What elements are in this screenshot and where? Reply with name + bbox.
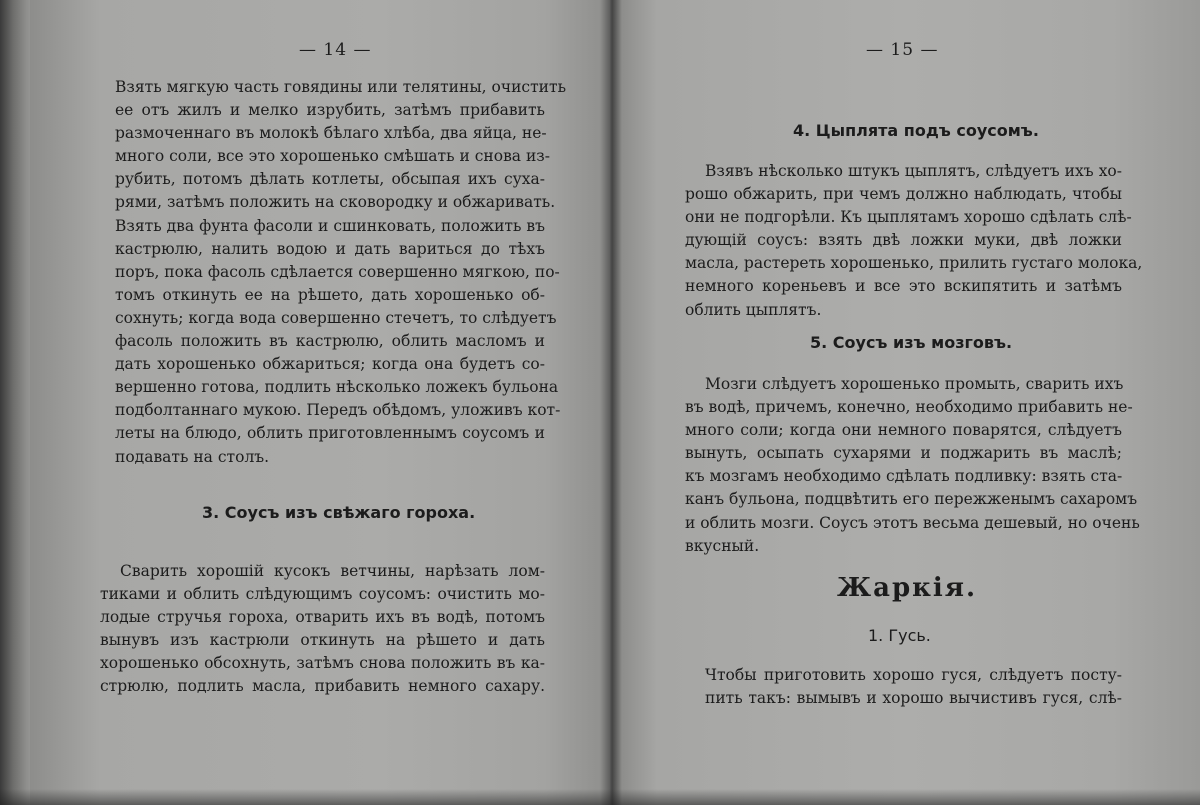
text-line: въ водѣ, причемъ, конечно, необходимо прибавить не-: [685, 398, 1133, 417]
text-line: лодые стручья гороха, отварить ихъ въ водѣ, потомъ: [100, 608, 545, 627]
text-line: поръ, пока фасоль сдѣлается совершенно мягкою, по-: [115, 262, 560, 281]
text-line: Взявъ нѣсколько штукъ цыплятъ, слѣдуетъ ихъ хо-: [705, 162, 1122, 180]
left-paragraph-1: [115, 76, 567, 469]
text-line: облить цыплятъ.: [685, 300, 822, 319]
left-page: [30, 0, 615, 805]
text-line: дующій соусъ: взять двѣ ложки муки, двѣ ложки: [685, 231, 1122, 250]
text-line: и облить мозги. Соусъ этотъ весьма дешевый, но очень: [685, 513, 1140, 532]
section-title-roasts: Жаркія.: [837, 573, 978, 603]
book-gutter: [600, 0, 622, 805]
text-line: Сварить хорошій кусокъ ветчины, нарѣзать лом-: [120, 562, 545, 580]
text-line: хорошенько обсохнуть, затѣмъ снова положить въ ка-: [100, 654, 545, 673]
text-line: Мозги слѣдуетъ хорошенько промыть, сварить ихъ: [705, 375, 1124, 393]
heading-sauce-peas: 3. Соусъ изъ свѣжаго гороха.: [202, 503, 476, 522]
right-page: [610, 0, 1200, 805]
text-line: леты на блюдо, облить приготовленнымъ соусомъ и: [115, 424, 545, 443]
text-line: рубить, потомъ дѣлать котлеты, обсыпая ихъ суха-: [115, 170, 545, 189]
text-line: къ мозгамъ необходимо сдѣлать подливку: взять ста-: [685, 467, 1123, 486]
text-line: вынувъ изъ кастрюли откинуть на рѣшето и дать: [100, 631, 545, 650]
text-line: подболтаннаго мукою. Передъ обѣдомъ, уложивъ кот-: [115, 401, 561, 420]
text-line: ее отъ жилъ и мелко изрубить, затѣмъ прибавить: [115, 101, 545, 120]
text-line: вкусный.: [685, 536, 760, 555]
text-line: томъ откинуть ее на рѣшето, дать хорошенько об-: [115, 285, 545, 304]
text-line: они не подгорѣли. Къ цыплятамъ хорошо сдѣлать слѣ-: [685, 208, 1132, 227]
text-line: рошо обжарить, при чемъ должно наблюдать, чтобы: [685, 185, 1122, 204]
text-line: тиками и облить слѣдующимъ соусомъ: очистить мо-: [100, 585, 545, 604]
text-line: размоченнаго въ молокѣ бѣлаго хлѣба, два яйца, не-: [115, 124, 547, 143]
right-paragraph-2: [685, 373, 1140, 558]
text-line: дать хорошенько обжариться; когда она будетъ со-: [115, 355, 545, 374]
page-number-left: — 14 —: [299, 40, 372, 60]
text-line: рями, затѣмъ положить на сковородку и обжаривать.: [115, 193, 556, 212]
text-line: пить такъ: вымывъ и хорошо вычистивъ гуся, слѣ-: [705, 689, 1122, 708]
text-line: вынуть, осыпать сухарями и поджарить въ маслѣ;: [685, 444, 1122, 463]
text-line: Взять два фунта фасоли и сшинковать, положить въ: [115, 216, 545, 235]
text-line: много соли, все это хорошенько смѣшать и снова из-: [115, 147, 550, 166]
bottom-shadow: [0, 789, 1200, 805]
text-line: немного кореньевъ и все это вскипятить и затѣмъ: [685, 277, 1122, 296]
text-line: подавать на столъ.: [115, 447, 270, 466]
text-line: много соли; когда они немного поварятся, слѣдуетъ: [685, 421, 1122, 440]
text-line: Взять мягкую часть говядины или телятины, очистить: [115, 78, 567, 96]
text-line: Чтобы приготовить хорошо гуся, слѣдуетъ посту-: [705, 666, 1122, 684]
right-paragraph-1: [685, 160, 1143, 322]
text-line: стрюлю, подлить масла, прибавить немного сахару.: [100, 677, 545, 696]
subheading-goose: 1. Гусь.: [868, 626, 931, 645]
text-line: канъ бульона, подцвѣтить его пережженымъ сахаромъ: [685, 490, 1138, 509]
text-line: сохнуть; когда вода совершенно стечетъ, то слѣдуетъ: [115, 308, 557, 327]
text-line: масла, растереть хорошенько, прилить густаго молока,: [685, 254, 1143, 273]
text-line: фасоль положить въ кастрюлю, облить масломъ и: [115, 332, 545, 351]
right-paragraph-3: [685, 664, 1122, 710]
text-line: вершенно готова, подлить нѣсколько ложекъ бульона: [115, 378, 559, 397]
left-paragraph-2: [100, 560, 545, 699]
page-number-right: — 15 —: [866, 40, 939, 60]
heading-chickens-sauce: 4. Цыплята подъ соусомъ.: [793, 121, 1039, 140]
heading-brains-sauce: 5. Соусъ изъ мозговъ.: [810, 333, 1013, 352]
text-line: кастрюлю, налить водою и дать вариться до тѣхъ: [115, 239, 545, 258]
